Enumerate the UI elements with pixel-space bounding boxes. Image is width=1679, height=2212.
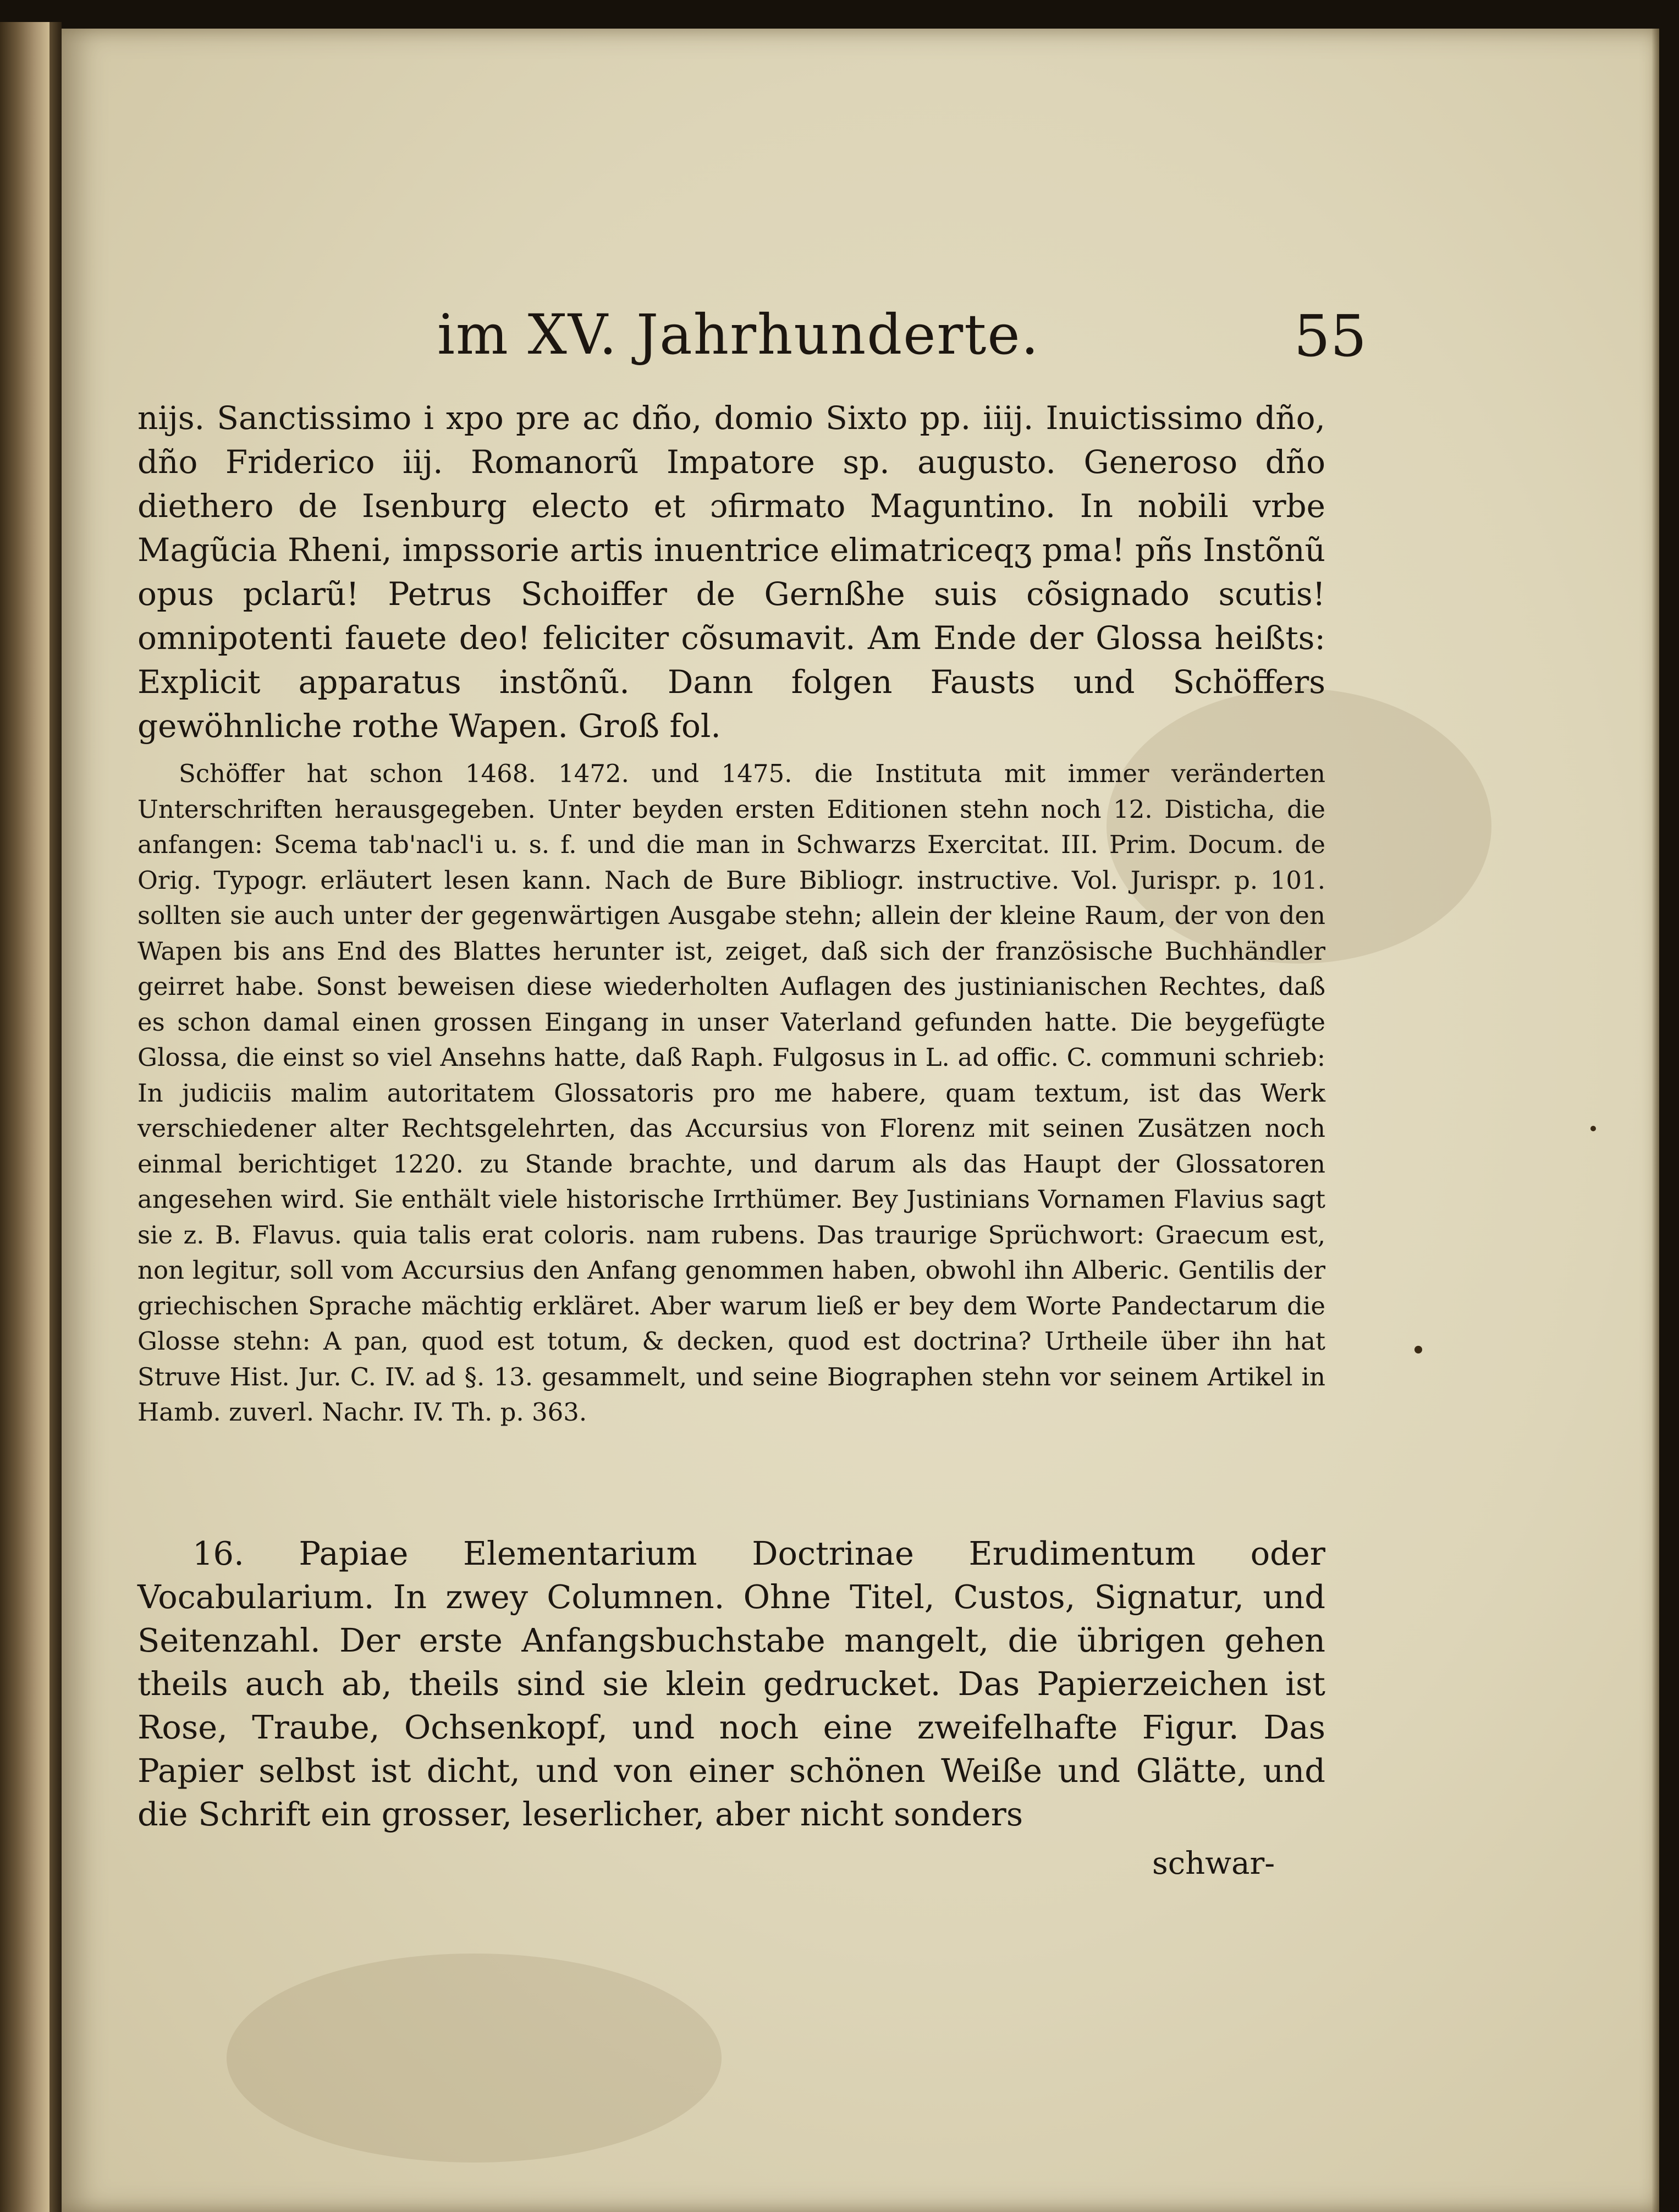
- entry-16-paragraph: 16. Papiae Elementarium Doctrinae Erudimentum oder Vocabularium. In zwey Columnen. Ohne Titel, Custos, Signatur, und Seitenzahl. Der erste Anfangsbuchstabe mangelt, die übrigen gehen theils auch ab, theils sind sie klein gedrucket. Das Papierzeichen ist Rose, Traube, Ochsenkopf, und noch eine zweifelhafte Figur. Das Papier selbst ist dicht, und von einer schönen Weiße und Glätte, und die Schrift ein grosser, leserlicher, aber nicht sonders: [137, 1534, 1325, 1833]
- catchword: schwar-: [1152, 1846, 1275, 1881]
- page-number: 55: [1293, 302, 1367, 370]
- footnote-paragraph: Schöffer hat schon 1468. 1472. und 1475. die Instituta mit immer veränderten Unterschriften herausgegeben. Unter beyden ersten Editionen stehn noch 12. Disticha, die anfangen: Scema tab'nacl'i u. s. f. und die man in Schwarzs Exercitat. III. Prim. Docum. de Orig. Typogr. erläutert lesen kann. Nach de Bure Bibliogr. instructive. Vol. Jurispr. p. 101. sollten sie auch unter der gegenwärtigen Ausgabe stehn; allein der kleine Raum, der von den Wapen bis ans End des Blattes herunter ist, zeiget, daß sich der französische Buchhändler geirret habe. Sonst beweisen diese wiederholten Auflagen des justinianischen Rechtes, daß es schon damal einen grossen Eingang in unser Vaterland gefunden hatte. Die beygefügte Glossa, die einst so viel Ansehns hatte, daß Raph. Fulgosus in L. ad offic. C. communi schrieb: In judiciis malim autoritatem Glossatoris pro me habere, quam textum, ist das Werk verschiedener alter Rechtsgelehrten, das Accursius von Florenz mit seinen Zusätzen noch einmal berichtiget 1220. zu Stande brachte, und darum als das Haupt der Glossatoren angesehen wird. Sie enthält viele historische Irrthümer. Bey Justinians Vornamen Flavius sagt sie z. B. Flavus. quia talis erat coloris. nam rubens. Das traurige Sprüchwort: Graecum est, non legitur, soll vom Accursius den Anfang genommen haben, obwohl ihn Alberic. Gentilis der griechischen Sprache mächtig erkläret. Aber warum ließ er bey dem Worte Pandectarum die Glosse stehn: A pan, quod est totum, & decken, quod est doctrina? Urtheile über ihn hat Struve Hist. Jur. C. IV. ad §. 13. gesammelt, und seine Biographen stehn vor seinem Artikel in Hamb. zuverl. Nachr. IV. Th. p. 363.: [137, 759, 1325, 1427]
- paper-stain: [227, 1954, 722, 2163]
- book-binding: [0, 22, 49, 2212]
- binding-shadow: [49, 22, 62, 2212]
- colophon-paragraph: nijs. Sanctissimo i xpo pre ac dño, domio Sixto pp. iiij. Inuictissimo dño, dño Friderico iij. Romanorũ Impatore sp. augusto. Generoso dño diethero de Isenburg electo et ɔfirmato Maguntino. In nobili vrbe Magũcia Rheni, impssorie artis inuentrice elimatriceqʒ pma! pñs Instõnũ opus pclarũ! Petrus Schoiffer de Gernßhe suis cõsignado scutis! omnipotenti fauete deo! feliciter cõsumavit. Am Ende der Glossa heißts: Explicit apparatus instõnũ. Dann folgen Fausts und Schöffers gewöhnliche rothe Wapen. Groß fol.: [137, 399, 1325, 745]
- page-edge-shadow: [1652, 29, 1659, 2212]
- page-header: [437, 302, 1367, 379]
- ink-speck: [1590, 1126, 1596, 1131]
- ink-speck: [1414, 1346, 1422, 1353]
- running-title: im XV. Jahrhunderte.: [437, 302, 1040, 367]
